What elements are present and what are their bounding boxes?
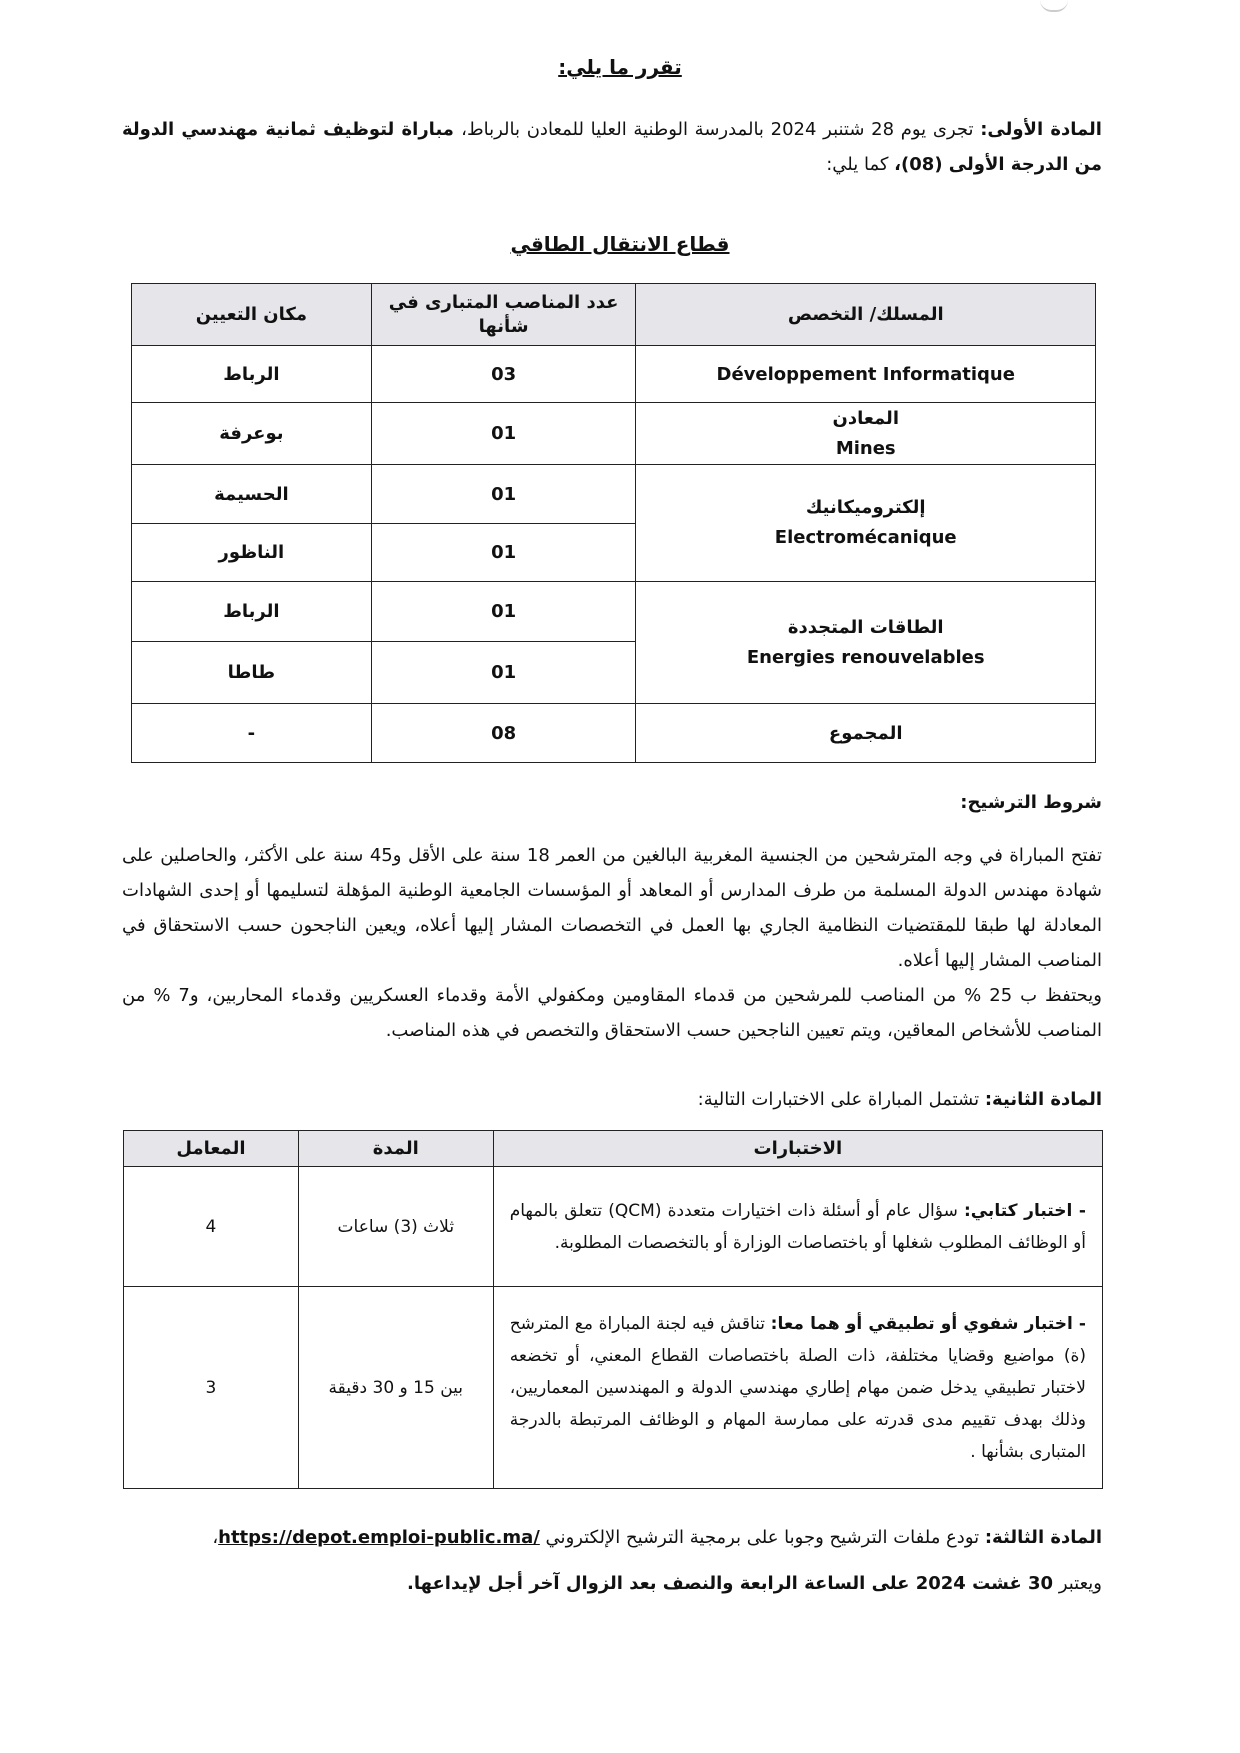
article-1-text-b: مباراة لتوظيف ثمانية مهندسي الدولة من الدرجة الأولى (08)، [122, 119, 1102, 175]
specialty-cell: Développement Informatique [636, 346, 1096, 403]
exam-description-cell [493, 1287, 1102, 1489]
header-coef: المعامل [124, 1131, 299, 1167]
conditions-title: شروط الترشيح: [960, 792, 1102, 813]
specialty-cell [636, 582, 1096, 704]
article-3-text-a: تودع ملفات الترشيح وجوبا على برمجية الترشيح الإلكتروني [539, 1527, 985, 1548]
article-1 [122, 112, 1102, 182]
article-3-deadline: 30 غشت 2024 على الساعة الرابعة والنصف بعد الزوال آخر أجل لإيداعها. [407, 1573, 1054, 1594]
table-row [124, 1167, 1103, 1287]
article-1-label: المادة الأولى: [980, 119, 1102, 140]
specialty-ar: الطاقات المتجددة [787, 616, 944, 638]
location-cell: طاطا [132, 642, 372, 704]
header-duration: المدة [298, 1131, 493, 1167]
posts-table [131, 283, 1096, 763]
location-cell: الرباط [132, 582, 372, 642]
specialty-ar: إلكتروميكانيك [805, 497, 926, 518]
table-row [132, 582, 1096, 642]
exam-title: - اختبار كتابي: [963, 1200, 1086, 1221]
article-1-text-a: تجرى يوم 28 شتنبر 2024 بالمدرسة الوطنية العليا للمعادن بالرباط، [461, 119, 981, 140]
total-label: المجموع [636, 704, 1096, 763]
specialty-cell [636, 465, 1096, 582]
decision-heading: تقرر ما يلي: [558, 55, 682, 79]
article-2-label: المادة الثانية: [984, 1089, 1102, 1110]
table-row [132, 346, 1096, 403]
location-cell: الرباط [132, 346, 372, 403]
exam-description: سؤال عام أو أسئلة ذات اختيارات متعددة (QCM) تتعلق بالمهام أو الوظائف المطلوب شغلها أو باختصاصات الوزارة أو بالتخصصات المطلوبة. [509, 1200, 1086, 1253]
specialty-fr: Energies renouvelables [746, 646, 985, 668]
exams-table [123, 1130, 1103, 1489]
exam-description-cell [493, 1167, 1102, 1287]
scan-mark [1040, 0, 1068, 12]
article-1-text-c: كما يلي: [826, 154, 895, 175]
total-count: 08 [371, 704, 636, 763]
table-total-row [132, 704, 1096, 763]
location-cell: الحسيمة [132, 465, 372, 524]
table-header-row [132, 284, 1096, 346]
duration-cell: بين 15 و 30 دقيقة [298, 1287, 493, 1489]
conditions-paragraph-1: تفتح المباراة في وجه المترشحين من الجنسية المغربية البالغين من العمر 18 سنة على الأقل و45 سنة على الأكثر، والحاصلين على شهادة مهندس الدولة المسلمة من طرف المدارس أو المعاهد أو المؤسسات الجامعية الوطنية المؤهلة لتسليمها أو إحدى الشهادات المعادلة لها طبقا للمقتضيات النظامية الجاري بها العمل في التخصصات المشار إليها أعلاه، ويعين الناجحون حسب الاستحقاق في المناصب المشار إليها أعلاه. [122, 845, 1103, 971]
specialty-ar: المعادن [832, 407, 899, 429]
count-cell: 01 [371, 582, 636, 642]
conditions-paragraph-2: ويحتفظ ب 25 % من المناصب للمرشحين من قدماء المقاومين ومكفولي الأمة وقدماء العسكريين وقدماء المحاربين، و7 % من المناصب للأشخاص المعاقين، ويتم تعيين الناجحين حسب الاستحقاق والتخصص في هذه المناصب. [122, 985, 1102, 1041]
location-cell: الناظور [132, 524, 372, 582]
table-row [132, 465, 1096, 524]
count-cell: 01 [371, 465, 636, 524]
sector-title: قطاع الانتقال الطاقي [510, 232, 730, 256]
header-count: عدد المناصب المتبارى في شأنها [371, 284, 636, 346]
header-location: مكان التعيين [132, 284, 372, 346]
coef-cell: 4 [124, 1167, 299, 1287]
specialty-fr: Electromécanique [774, 527, 957, 548]
count-cell: 01 [371, 524, 636, 582]
article-3-label: المادة الثالثة: [984, 1527, 1102, 1548]
table-row [132, 403, 1096, 465]
exam-description: تناقش فيه لجنة المباراة مع المترشح (ة) مواضيع وقضايا مختلفة، ذات الصلة باختصاصات القطاع المعني، أو تخضعه لاختبار تطبيقي يدخل ضمن مهام إطاري مهندسي الدولة و المهندسين المعماريين، وذلك بهدف تقييم مدى قدرته على ممارسة المهام و الوظائف المرتبطة بالدرجة المتبارى بشأنها . [509, 1313, 1086, 1462]
table-header-row [124, 1131, 1103, 1167]
count-cell: 01 [371, 403, 636, 465]
total-location: - [132, 704, 372, 763]
table-row [124, 1287, 1103, 1489]
header-tests: الاختبارات [493, 1131, 1102, 1167]
exam-title: - اختبار شفوي أو تطبيقي أو هما معا: [770, 1313, 1086, 1334]
duration-cell: ثلاث (3) ساعات [298, 1167, 493, 1287]
article-3-text-b: ، [212, 1527, 219, 1548]
application-link[interactable]: https://depot.emploi-public.ma/ [218, 1527, 540, 1548]
article-3-text-c: ويعتبر [1053, 1573, 1102, 1594]
article-2 [122, 1082, 1102, 1117]
count-cell: 01 [371, 642, 636, 704]
coef-cell: 3 [124, 1287, 299, 1489]
article-2-text: تشتمل المباراة على الاختبارات التالية: [697, 1089, 985, 1110]
specialty-fr: Mines [835, 437, 896, 459]
header-specialty: المسلك/ التخصص [636, 284, 1096, 346]
article-3 [122, 1515, 1102, 1607]
location-cell: بوعرفة [132, 403, 372, 465]
count-cell: 03 [371, 346, 636, 403]
specialty-cell [636, 403, 1096, 465]
